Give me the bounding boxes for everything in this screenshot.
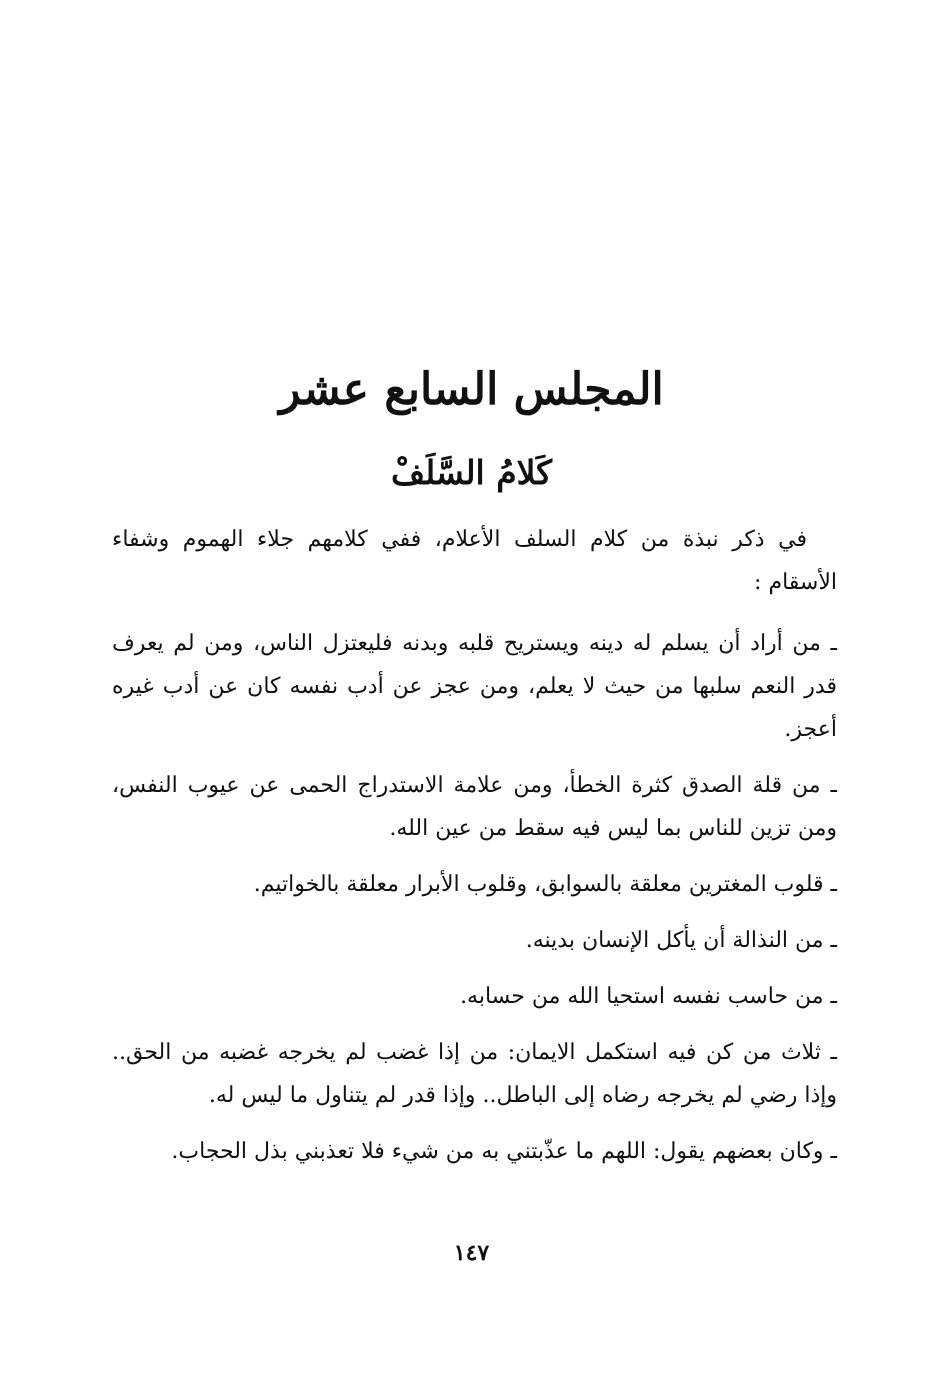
- saying-item: ـ ثلاث من كن فيه استكمل الايمان: من إذا غضب لم يخرجه غضبه من الحق.. وإذا رضي لم يخرجه رضاه إلى الباطل.. وإذا قدر لم يتناول ما ليس له.: [112, 1040, 837, 1108]
- saying-item: ـ من قلة الصدق كثرة الخطأ، ومن علامة الاستدراج الحمى عن عيوب النفس، ومن تزين للناس بما ليس فيه سقط من عين الله.: [112, 773, 837, 841]
- chapter-subtitle: كَلامُ السَّلَفْ: [390, 453, 553, 492]
- chapter-title: المجلس السابع عشر: [279, 364, 664, 415]
- intro-paragraph: في ذكر نبذة من كلام السلف الأعلام، ففي كلامهم جلاء الهموم وشفاء الأسقام :: [112, 527, 837, 595]
- sayings-list: [112, 622, 837, 1173]
- saying-item: ـ قلوب المغترين معلقة بالسوابق، وقلوب الأبرار معلقة بالخواتيم.: [253, 872, 837, 897]
- saying-item: ـ من النذالة أن يأكل الإنسان بدينه.: [525, 928, 837, 953]
- page-body: [112, 518, 837, 1186]
- saying-item: ـ وكان بعضهم يقول: اللهم ما عذّبتني به من شيء فلا تعذبني بذل الحجاب.: [171, 1139, 837, 1164]
- page-number: ١٤٧: [453, 1240, 490, 1266]
- saying-item: ـ من أراد أن يسلم له دينه ويستريح قلبه وبدنه فليعتزل الناس، ومن لم يعرف قدر النعم سلبها من حيث لا يعلم، ومن عجز عن أدب نفسه كان عن أدب غيره أعجز.: [112, 631, 837, 742]
- saying-item: ـ من حاسب نفسه استحيا الله من حسابه.: [460, 984, 837, 1009]
